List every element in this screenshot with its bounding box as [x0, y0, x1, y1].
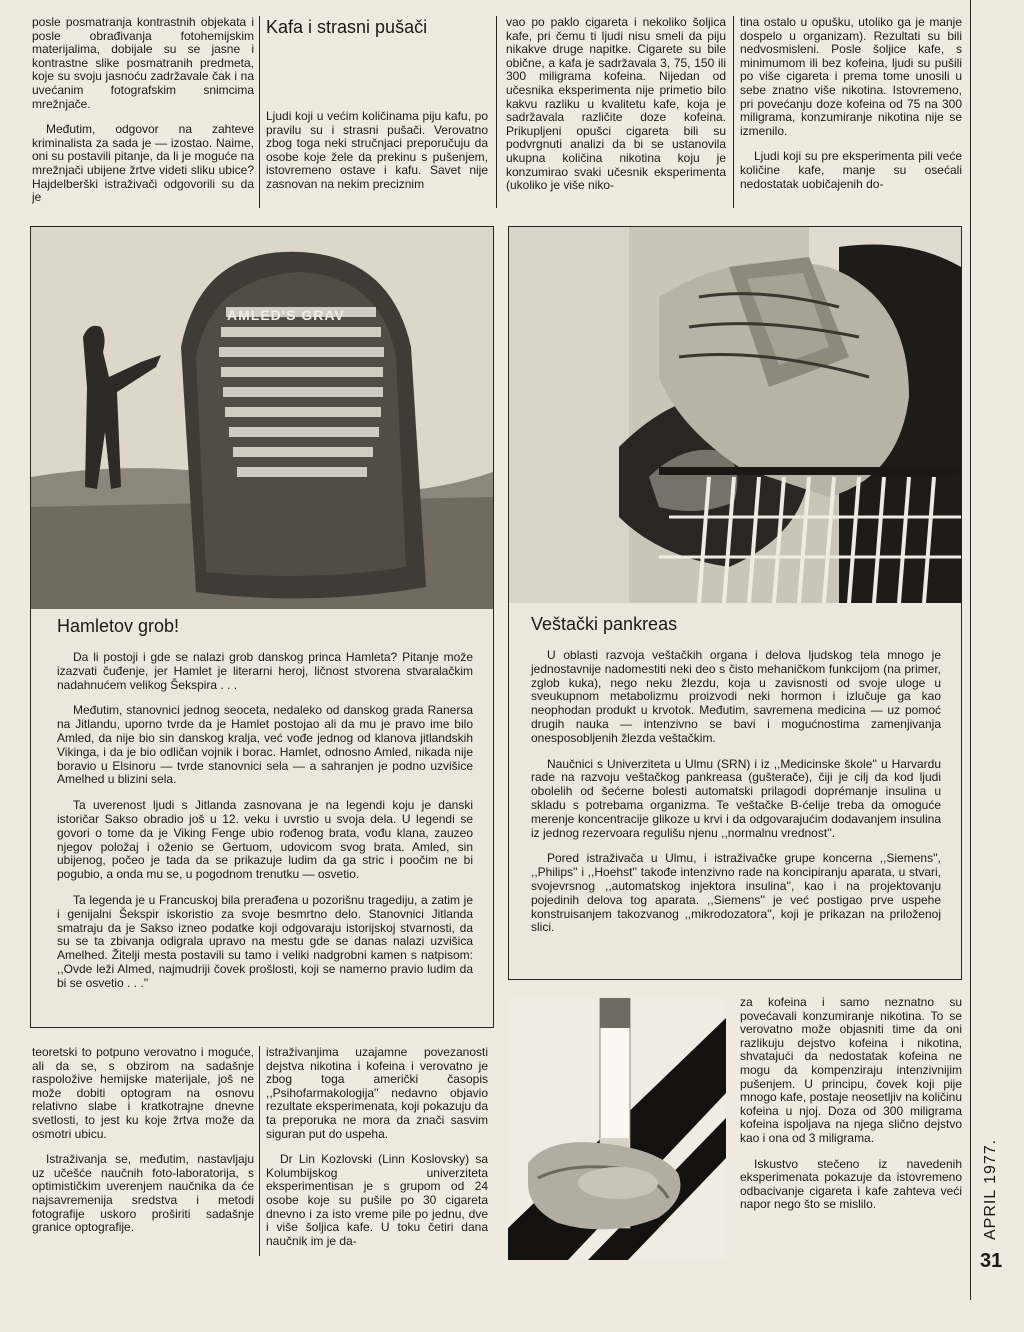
column-top-2 — [266, 16, 488, 212]
paragraph: Pored istraživača u Ulmu, i istraživačke grupe koncerna ,,Siemens'', ,,Philips'' i ,,Hoehst'' takođe intenzivno rade na koncipiranju aparata, u stvari, svojevrsnog ,,automatskog injektora insulina'', kao i na projektovanju pojedinih delova tog aparata. ,,Siemens'' je već postigao prve uspehe konstruisanjem takozvanog ,,mikrodozatora'', koji je prikazan na priloženoj slici. — [531, 851, 941, 935]
paragraph: za kofeina i samo neznatno su povećavali konzumiranje nikotina. To se verovatno može objasniti time da oni razlikuju dejstvo kofeina i nikotina, shvatajući da nedostatak kofeina ne mogu da kompenziraju intenzivnijim pušenjem. U principu, čovek koji pije mnogo kafe, postaje neosetljiv na količinu kofeina u njoj. Doza od 300 miligrama kofeina ispoljava na njega slično dejstvo kao i ona od 3 miligrama. — [740, 996, 962, 1145]
pankreas-box — [508, 226, 962, 980]
paragraph: Iskustvo stečeno iz navedenih eksperimenata pokazuje da istovremeno odbacivanje cigareta i kafe zahteva veći napor nego što se mislilo. — [740, 1156, 962, 1212]
paragraph: tina ostalo u opušku, utoliko ga je manje dospelo u organizam). Rezultati su bili nedvosmisleni. Posle šoljice kafe, s minimumom ili bez kofeina, ljudi su pušili po više cigareta i prema tome unosili u sebe znatno više nikotina. Istovremeno, pri povećanju doze kofeina od 75 na 300 miligrama, konzumiranje nikotina nije se izmenilo. — [740, 16, 962, 138]
column-bottom-2 — [266, 1046, 488, 1300]
column-rule — [259, 16, 260, 208]
paragraph: Ljudi koji u većim količinama piju kafu, po pravilu su i strasni pušači. Verovatno zbog toga neki stručnjaci preporučuju da osobe koje žele da prekinu s pušenjem, istovremeno ostave i kafu. Savet nije zasnovan na nekim preciznim — [266, 109, 488, 191]
paragraph: Ta uverenost ljudi s Jitlanda zasnovana je na legendi koju je danski istoričar Sakso obradio još u 12. veku i uvrstio u svoja dela. U legendi se govori o tome da je Viking Fenge ubio rođenog brata, vođu klana, zauzeo njegov položaj i oženio se Gertuom, udovicom svog brata. Amled, sin ubijenog, počeo je tada da se prikazuje ludim da ga stric i poočim ne bi pogubio, a onda mu se, u pogodnom trenutku — osvetio. — [57, 798, 473, 882]
hamlet-box — [30, 226, 494, 1028]
paragraph: Međutim, odgovor na zahteve kriminalista za sada je — izostao. Naime, oni su postavili pitanje, da li je moguće na mrežnjači ubijene žrtve videti sliku ubice? Hajdelberški istraživači odgovorili su da je — [32, 122, 254, 205]
page-edge-rule — [970, 0, 971, 1300]
column-top-4 — [740, 16, 962, 212]
hamlet-gravestone-photo — [31, 227, 493, 609]
paragraph: vao po paklo cigareta i nekoliko šoljica kafe, pri čemu ti ljudi nisu smeli da piju nikakve druge napitke. Cigarete su bile obične, a kafa je sadržavala 3, 75, 150 ili 300 miligrama kofeina. Nijedan od učesnika eksperimenta nije primetio bilo kakvu razliku u kvalitetu kafe, koja je sadržavala različite doze kofeina. Prikupljeni opušci cigareta bili su podvrgnuti analizi da bi se ustanovila ukupna količina nikotina koju je konzumirao svaki učesnik eksperimenta (ukoliko je više niko- — [506, 16, 726, 193]
paragraph: Istraživanja se, međutim, nastavljaju uz učešće naučnih foto-laboratorija, s optimističkim uverenjem naučnika da će najsavremenija sredstva i metodi fotografije uskoro proširiti sadašnje granice optografije. — [32, 1152, 254, 1235]
paragraph: Međutim, stanovnici jednog seoceta, nedaleko od danskog grada Ranersa na Jitlandu, uporno tvrde da je Hamlet postojao ali da mu je pravo ime bilo Amled, da nije bio sin danskog kralja, već vođe jednog od klanova jitlandskih Vikinga, i da je bio odličan vojnik i borac. Hamlet, odnosno Amled, nikada nije boravio u Elsinoru — tvrde stanovnici sela — a sahranjen je podno uzvišice Amelhed u blizini sela. — [57, 703, 473, 787]
column-top-1 — [32, 16, 254, 212]
cigarette-photo — [508, 998, 726, 1260]
paragraph: Ta legenda je u Francuskoj bila prerađena u pozorišnu tragediju, a zatim je i genijalni Šekspir iskoristio za svoje besmrtno delo. Stanovnici Jitlanda smatraju da je Sakso izneo podatke koji odgovaraju istorijskoj stvarnosti, da su se ta zbivanja odigrala upravo na mestu gde se danas nalazi uzvišica Amelhed. Žitelji mesta postavili su tamo i veliki nadgrobni kamen s natpisom: ,,Ovde leži Almed, najmudriji čovek prošlosti, koji se namerno pravio ludim da bi se osvetio . . .'' — [57, 892, 473, 990]
page-number: 31 — [980, 1250, 1003, 1272]
paragraph: teoretski to potpuno verovatno i moguće, ali da se, s obzirom na sadašnje raspoložive hemijske materijale, još ne može dobiti optogram na osnovu relativno slabe i kratkotrajne dnevne svetlosti, to jest ku koje žrtva može da osmotri ubicu. — [32, 1046, 254, 1141]
column-rule — [733, 16, 734, 208]
paragraph: Dr Lin Kozlovski (Linn Koslovsky) sa Kolumbijskog univerziteta eksperimentisan je s grupom od 24 osobe koje su pušile po 30 cigareta dnevno i za isto vreme pile po jednu, dve i više šoljica kafe. U toku četiri dana naučnik im je da- — [266, 1152, 488, 1248]
pankreas-text — [531, 649, 941, 935]
issue-date: APRIL 1977. — [982, 1138, 999, 1240]
stone-inscription: AMLED'S GRAV — [227, 307, 345, 323]
article-title-kafa: Kafa i strasni pušači — [266, 17, 428, 37]
column-rule — [496, 16, 497, 208]
page-folio — [978, 1120, 1018, 1272]
hamlet-text — [57, 651, 473, 991]
gravestone-image — [31, 227, 493, 609]
column-bottom-4 — [740, 996, 962, 1296]
microdosator-photo — [509, 227, 961, 603]
column-top-3 — [506, 16, 726, 212]
pankreas-title: Veštački pankreas — [531, 614, 678, 634]
paragraph: Naučnici s Univerziteta u Ulmu (SRN) i iz ,,Medicinske škole'' u Harvardu rade na razvoju veštačkog pankreasa (gušterače), čiji je cilj da kod ljudi obolelih od šećerne bolesti automatski prilagodi doprémanje insulina u skladu s potrebama organizma. Te veštačke B-ćelije treba da omoguće merenje koncentracije glikoze u krvi i da odgovarajućim dodavanjem insulina iz jednog rezervoara regulišu njenu ,,normalnu vrednost''. — [531, 756, 941, 840]
paragraph: Ljudi koji su pre eksperimenta pili veće količine kafe, manje su osećali nedostatak uobičajenih do- — [740, 149, 962, 191]
column-bottom-1 — [32, 1046, 254, 1300]
paragraph: posle posmatranja kontrastnih objekata i posle obrađivanja fotohemijskim materijalima, dobijale su se jasne i kontrastne slike posmatranih predmeta, koje su svoju jasnoću zadržavale čak i na uvećanim fotografskim snimcima mrežnjače. — [32, 16, 254, 111]
paragraph: istraživanjima uzajamne povezanosti dejstva nikotina i kofeina i verovatno je zbog toga američki časopis ,,Psihofarmakologija'' nedavno objavio rezultate eksperimenata, koji pokazuju da ta preporuka ne mora da znači sasvim siguran put do uspeha. — [266, 1046, 488, 1141]
cigarette-image — [508, 998, 726, 1260]
paragraph: Da li postoji i gde se nalazi grob danskog princa Hamleta? Pitanje može izazvati čuđenje, jer Hamlet je literarni heroj, ličnost stvorena stvaralačkim nadahnućem velikog Šekspira . . . — [57, 650, 473, 692]
paragraph: U oblasti razvoja veštačkih organa i delova ljudskog tela mnogo je jednostavnije nadomestiti neki deo s čisto mehaničkom funkcijom (na primer, zglob kuka), nego neku žlezdu, koja u zavisnosti od svoje uloge u sveukupnom metabolizmu proizvodi neki hormon i izlučuje ga kao neophodan produkt u krvotok. Međutim, savremena medicina — uz pomoć drugih nauka — intenzivno se bavi i mogućnostima zamenjivanja onesposobljenih žlezda veštačkim. — [531, 648, 941, 745]
microdosator-image — [509, 227, 961, 603]
column-rule — [259, 1046, 260, 1256]
hamlet-title: Hamletov grob! — [57, 616, 180, 636]
